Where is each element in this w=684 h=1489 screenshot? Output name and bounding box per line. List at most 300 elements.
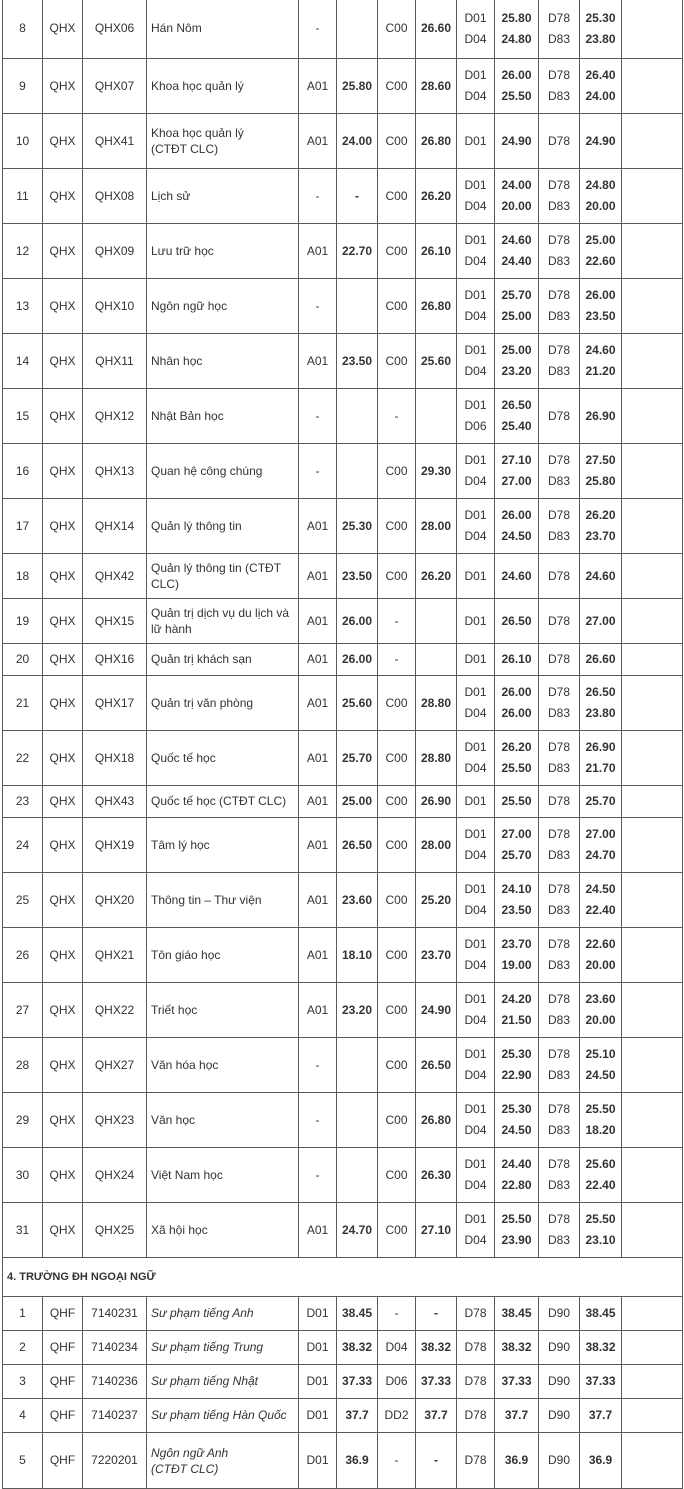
- major-code: QHX10: [83, 279, 147, 334]
- subject-combo-2: DD2: [378, 1399, 416, 1433]
- subject-combo-4-line: D90: [547, 1374, 570, 1388]
- school-code: QHX: [43, 114, 83, 169]
- score-4-line: 25.10: [585, 1047, 616, 1061]
- score-4-line: 25.80: [585, 474, 616, 488]
- score-4: [580, 389, 622, 444]
- school-code: QHF: [43, 1365, 83, 1399]
- table-row: [3, 1093, 683, 1148]
- subject-combo-3-line: D04: [464, 1013, 487, 1027]
- major-name: [147, 169, 299, 224]
- score-3-line: 26.00: [501, 706, 532, 720]
- score-3: [495, 1297, 539, 1331]
- subject-combo-3-line: D01: [464, 1157, 487, 1171]
- score-3: [495, 334, 539, 389]
- major-name: [147, 0, 299, 59]
- score-4: [580, 644, 622, 676]
- subject-combo-3-line: D04: [464, 761, 487, 775]
- note-cell: [622, 1038, 683, 1093]
- subject-combo-3-line: D01: [464, 685, 487, 699]
- subject-combo-3: [457, 599, 495, 644]
- major-name: [147, 114, 299, 169]
- score-2: 26.30: [416, 1148, 457, 1203]
- score-4: [580, 0, 622, 59]
- subject-combo-3: [457, 1365, 495, 1399]
- table-row: [3, 114, 683, 169]
- subject-combo-1: A01: [299, 676, 337, 731]
- subject-combo-3-line: D78: [464, 1408, 487, 1422]
- subject-combo-4-line: D78: [547, 992, 570, 1006]
- major-name-line: Quản trị dịch vụ du lịch và: [151, 606, 290, 620]
- row-number: 2: [3, 1331, 43, 1365]
- subject-combo-3: [457, 334, 495, 389]
- score-4: [580, 114, 622, 169]
- score-2: 29.30: [416, 444, 457, 499]
- major-name-line: Lịch sử: [151, 188, 191, 203]
- major-name-line: Xã hội học: [151, 1222, 208, 1237]
- score-4: [580, 928, 622, 983]
- table-row: [3, 1297, 683, 1331]
- score-4: [580, 983, 622, 1038]
- score-4-line: 24.80: [585, 178, 616, 192]
- major-name-line: Tôn giáo học: [151, 947, 221, 962]
- subject-combo-2: -: [378, 599, 416, 644]
- subject-combo-1: A01: [299, 1203, 337, 1258]
- admission-scores-table: [2, 0, 683, 1489]
- subject-combo-1: A01: [299, 873, 337, 928]
- score-4-line: 23.10: [585, 1233, 616, 1247]
- subject-combo-3-line: D01: [464, 827, 487, 841]
- major-code: 7220201: [83, 1433, 147, 1489]
- subject-combo-3: [457, 1399, 495, 1433]
- score-3-line: 25.70: [501, 848, 532, 862]
- school-code: QHX: [43, 444, 83, 499]
- note-cell: [622, 1331, 683, 1365]
- score-4-line: 22.40: [585, 1178, 616, 1192]
- note-cell: [622, 554, 683, 599]
- subject-combo-4: [539, 1331, 580, 1365]
- score-2: [416, 599, 457, 644]
- row-number: 1: [3, 1297, 43, 1331]
- school-code: QHF: [43, 1331, 83, 1365]
- subject-combo-1: A01: [299, 786, 337, 818]
- subject-combo-2: C00: [378, 928, 416, 983]
- score-4-line: 22.60: [585, 254, 616, 268]
- score-3-line: 20.00: [501, 199, 532, 213]
- subject-combo-3: [457, 444, 495, 499]
- score-4: [580, 334, 622, 389]
- subject-combo-3: [457, 676, 495, 731]
- subject-combo-2: C00: [378, 1093, 416, 1148]
- score-3: [495, 114, 539, 169]
- subject-combo-2: -: [378, 1433, 416, 1489]
- subject-combo-2: C00: [378, 1038, 416, 1093]
- subject-combo-3: [457, 928, 495, 983]
- score-3-line: 24.40: [501, 1157, 532, 1171]
- subject-combo-3-line: D04: [464, 958, 487, 972]
- subject-combo-1: D01: [299, 1331, 337, 1365]
- school-code: QHX: [43, 928, 83, 983]
- score-2: 26.60: [416, 0, 457, 59]
- subject-combo-3: [457, 1038, 495, 1093]
- major-code: QHX11: [83, 334, 147, 389]
- major-code: QHX15: [83, 599, 147, 644]
- score-4: [580, 169, 622, 224]
- score-2: 28.00: [416, 499, 457, 554]
- table-row: [3, 1148, 683, 1203]
- score-3: [495, 731, 539, 786]
- subject-combo-1: A01: [299, 983, 337, 1038]
- subject-combo-4: [539, 554, 580, 599]
- subject-combo-1: A01: [299, 334, 337, 389]
- major-code: QHX27: [83, 1038, 147, 1093]
- table-row: [3, 1399, 683, 1433]
- school-code: QHX: [43, 279, 83, 334]
- score-3-line: 25.70: [501, 288, 532, 302]
- row-number: 10: [3, 114, 43, 169]
- subject-combo-4: [539, 1093, 580, 1148]
- major-name: [147, 389, 299, 444]
- subject-combo-3: [457, 554, 495, 599]
- score-1: 38.32: [337, 1331, 378, 1365]
- score-2: 24.90: [416, 983, 457, 1038]
- subject-combo-4-line: D83: [547, 89, 570, 103]
- score-3: [495, 1433, 539, 1489]
- score-4-line: 25.30: [585, 10, 616, 25]
- subject-combo-1: A01: [299, 644, 337, 676]
- row-number: 14: [3, 334, 43, 389]
- note-cell: [622, 444, 683, 499]
- table-row: [3, 731, 683, 786]
- score-3: [495, 1093, 539, 1148]
- score-3-line: 26.50: [501, 398, 532, 412]
- major-code: QHX12: [83, 389, 147, 444]
- score-4: [580, 1365, 622, 1399]
- subject-combo-4-line: D83: [547, 958, 570, 972]
- subject-combo-2: C00: [378, 114, 416, 169]
- subject-combo-1: A01: [299, 224, 337, 279]
- score-4-line: 38.32: [585, 1340, 616, 1354]
- table-body: [3, 0, 683, 1489]
- major-name: [147, 873, 299, 928]
- subject-combo-3-line: D78: [464, 1306, 487, 1320]
- score-2: 26.80: [416, 114, 457, 169]
- major-name: [147, 1038, 299, 1093]
- major-name: [147, 1399, 299, 1433]
- table-row: [3, 1433, 683, 1489]
- subject-combo-1: -: [299, 1038, 337, 1093]
- major-name-line: Văn học: [151, 1112, 196, 1127]
- subject-combo-3-line: D04: [464, 903, 487, 917]
- score-2: 25.20: [416, 873, 457, 928]
- score-4-line: 21.70: [585, 761, 616, 775]
- score-3-line: 38.32: [501, 1340, 532, 1354]
- major-name: [147, 444, 299, 499]
- subject-combo-4-line: D90: [547, 1408, 570, 1422]
- subject-combo-3-line: D01: [464, 508, 487, 522]
- score-3-line: 23.50: [501, 903, 532, 917]
- subject-combo-1: A01: [299, 114, 337, 169]
- major-name: [147, 1365, 299, 1399]
- note-cell: [622, 983, 683, 1038]
- score-2: 26.20: [416, 554, 457, 599]
- subject-combo-3: [457, 1148, 495, 1203]
- subject-combo-1: A01: [299, 599, 337, 644]
- section-row: [3, 1258, 683, 1297]
- subject-combo-4-line: D78: [547, 288, 570, 302]
- score-4: [580, 1399, 622, 1433]
- table-row: [3, 554, 683, 599]
- major-code: 7140234: [83, 1331, 147, 1365]
- major-code: QHX23: [83, 1093, 147, 1148]
- score-4-line: 25.00: [585, 233, 616, 247]
- school-code: QHX: [43, 983, 83, 1038]
- subject-combo-4-line: D90: [547, 1340, 570, 1354]
- score-3: [495, 818, 539, 873]
- score-2: [416, 644, 457, 676]
- note-cell: [622, 786, 683, 818]
- score-3: [495, 169, 539, 224]
- subject-combo-3-line: D01: [464, 794, 487, 808]
- row-number: 29: [3, 1093, 43, 1148]
- major-name-line: Lưu trữ học: [151, 243, 214, 258]
- subject-combo-4: [539, 731, 580, 786]
- score-1: 38.45: [337, 1297, 378, 1331]
- major-code: QHX06: [83, 0, 147, 59]
- table-row: [3, 1203, 683, 1258]
- subject-combo-4: [539, 599, 580, 644]
- table-row: [3, 59, 683, 114]
- subject-combo-3-line: D04: [464, 89, 487, 103]
- score-4-line: 38.45: [585, 1306, 616, 1320]
- score-4: [580, 1433, 622, 1489]
- subject-combo-3: [457, 644, 495, 676]
- score-4-line: 26.50: [585, 685, 616, 699]
- score-4-line: 25.50: [585, 1212, 616, 1226]
- subject-combo-3-line: D04: [464, 364, 487, 378]
- score-4: [580, 1093, 622, 1148]
- major-name-line: Khoa học quản lý: [151, 126, 244, 140]
- subject-combo-2: C00: [378, 279, 416, 334]
- major-name-line: Hán Nôm: [151, 21, 202, 35]
- score-4-line: 37.7: [588, 1408, 613, 1422]
- row-number: 19: [3, 599, 43, 644]
- subject-combo-3-line: D01: [464, 613, 487, 628]
- school-code: QHX: [43, 1203, 83, 1258]
- note-cell: [622, 1399, 683, 1433]
- score-1: 23.50: [337, 554, 378, 599]
- note-cell: [622, 676, 683, 731]
- subject-combo-1: A01: [299, 731, 337, 786]
- subject-combo-4-line: D78: [547, 508, 570, 522]
- subject-combo-3-line: D01: [464, 937, 487, 951]
- score-3-line: 26.10: [501, 652, 532, 666]
- score-2: -: [416, 1433, 457, 1489]
- subject-combo-3: [457, 499, 495, 554]
- subject-combo-1: -: [299, 389, 337, 444]
- score-4-line: 37.33: [585, 1374, 616, 1388]
- note-cell: [622, 59, 683, 114]
- subject-combo-1: -: [299, 0, 337, 59]
- score-2: 26.50: [416, 1038, 457, 1093]
- school-code: QHX: [43, 786, 83, 818]
- subject-combo-4: [539, 224, 580, 279]
- subject-combo-4-line: D78: [547, 408, 570, 423]
- subject-combo-1: A01: [299, 928, 337, 983]
- score-4: [580, 676, 622, 731]
- table-row: [3, 279, 683, 334]
- table-row: [3, 983, 683, 1038]
- score-3-line: 24.50: [501, 1123, 532, 1137]
- score-3-line: 36.9: [504, 1453, 529, 1467]
- row-number: 23: [3, 786, 43, 818]
- score-3: [495, 444, 539, 499]
- subject-combo-4-line: D78: [547, 453, 570, 467]
- school-code: QHX: [43, 644, 83, 676]
- major-code: QHX41: [83, 114, 147, 169]
- score-3: [495, 1203, 539, 1258]
- score-1: [337, 1093, 378, 1148]
- school-code: QHX: [43, 59, 83, 114]
- subject-combo-4-line: D78: [547, 652, 570, 666]
- school-code: QHX: [43, 676, 83, 731]
- subject-combo-3: [457, 1331, 495, 1365]
- subject-combo-3: [457, 279, 495, 334]
- major-name-line: CLC): [151, 577, 180, 591]
- score-3-line: 22.80: [501, 1178, 532, 1192]
- score-2: 28.80: [416, 676, 457, 731]
- score-4-line: 27.50: [585, 453, 616, 467]
- subject-combo-1: A01: [299, 554, 337, 599]
- score-4-line: 24.60: [585, 568, 616, 583]
- score-4: [580, 873, 622, 928]
- score-3-line: 37.7: [504, 1408, 529, 1422]
- subject-combo-3-line: D04: [464, 199, 487, 213]
- row-number: 25: [3, 873, 43, 928]
- score-1: 37.7: [337, 1399, 378, 1433]
- score-1: [337, 279, 378, 334]
- subject-combo-4-line: D78: [547, 133, 570, 148]
- subject-combo-4-line: D83: [547, 1123, 570, 1137]
- score-3-line: 26.00: [501, 508, 532, 522]
- subject-combo-3-line: D04: [464, 529, 487, 543]
- school-code: QHX: [43, 599, 83, 644]
- note-cell: [622, 279, 683, 334]
- school-code: QHX: [43, 554, 83, 599]
- score-3-line: 26.20: [501, 740, 532, 754]
- note-cell: [622, 928, 683, 983]
- score-1: 24.00: [337, 114, 378, 169]
- major-name: [147, 1203, 299, 1258]
- major-name-line: (CTĐT CLC): [151, 1461, 219, 1476]
- subject-combo-3-line: D04: [464, 1068, 487, 1082]
- major-name-line: Quản lý thông tin: [151, 518, 242, 533]
- major-code: QHX19: [83, 818, 147, 873]
- major-name: [147, 224, 299, 279]
- subject-combo-4-line: D78: [547, 10, 570, 25]
- score-4-line: 22.40: [585, 903, 616, 917]
- subject-combo-4-line: D83: [547, 309, 570, 323]
- score-3-line: 25.30: [501, 1102, 532, 1116]
- subject-combo-4: [539, 1203, 580, 1258]
- subject-combo-1: A01: [299, 818, 337, 873]
- major-code: 7140236: [83, 1365, 147, 1399]
- subject-combo-1: D01: [299, 1297, 337, 1331]
- subject-combo-3-line: D01: [464, 652, 487, 666]
- score-4: [580, 1297, 622, 1331]
- score-4-line: 23.60: [585, 992, 616, 1006]
- score-1: 37.33: [337, 1365, 378, 1399]
- subject-combo-4-line: D83: [547, 903, 570, 917]
- subject-combo-4-line: D78: [547, 882, 570, 896]
- major-code: QHX18: [83, 731, 147, 786]
- subject-combo-2: -: [378, 1297, 416, 1331]
- major-name-line: Sư phạm tiếng Anh: [151, 1306, 254, 1320]
- score-3: [495, 224, 539, 279]
- subject-combo-4-line: D90: [547, 1306, 570, 1320]
- subject-combo-3-line: D78: [464, 1374, 487, 1388]
- school-code: QHX: [43, 1093, 83, 1148]
- row-number: 12: [3, 224, 43, 279]
- score-2: -: [416, 1297, 457, 1331]
- score-3-line: 24.50: [501, 529, 532, 543]
- subject-combo-3-line: D01: [464, 1212, 487, 1226]
- table-row: [3, 599, 683, 644]
- major-name: [147, 1148, 299, 1203]
- major-name: [147, 676, 299, 731]
- note-cell: [622, 1093, 683, 1148]
- score-3-line: 23.70: [501, 937, 532, 951]
- score-3-line: 26.50: [501, 613, 532, 628]
- score-4: [580, 444, 622, 499]
- score-4: [580, 279, 622, 334]
- score-1: 25.70: [337, 731, 378, 786]
- subject-combo-2: C00: [378, 554, 416, 599]
- score-4: [580, 1148, 622, 1203]
- table-row: [3, 1365, 683, 1399]
- subject-combo-2: D04: [378, 1331, 416, 1365]
- subject-combo-2: C00: [378, 1203, 416, 1258]
- score-4-line: 25.70: [585, 794, 616, 808]
- major-name-line: Nhân học: [151, 353, 203, 368]
- subject-combo-3-line: D01: [464, 133, 487, 148]
- major-code: QHX08: [83, 169, 147, 224]
- row-number: 22: [3, 731, 43, 786]
- score-1: [337, 1038, 378, 1093]
- table-row: [3, 928, 683, 983]
- subject-combo-3: [457, 389, 495, 444]
- score-4: [580, 1331, 622, 1365]
- subject-combo-3-line: D01: [464, 1047, 487, 1061]
- score-4-line: 26.20: [585, 508, 616, 522]
- score-3: [495, 0, 539, 59]
- note-cell: [622, 1365, 683, 1399]
- score-1: 24.70: [337, 1203, 378, 1258]
- note-cell: [622, 334, 683, 389]
- major-name: [147, 59, 299, 114]
- score-1: [337, 389, 378, 444]
- score-4-line: 24.50: [585, 1068, 616, 1082]
- score-3-line: 22.90: [501, 1068, 532, 1082]
- score-2: 26.20: [416, 169, 457, 224]
- major-name-line: Quốc tế học (CTĐT CLC): [151, 794, 287, 808]
- note-cell: [622, 224, 683, 279]
- score-4-line: 26.90: [585, 740, 616, 754]
- score-4-line: 23.50: [585, 309, 616, 323]
- subject-combo-3: [457, 0, 495, 59]
- major-name-line: Thông tin – Thư viện: [151, 892, 262, 907]
- score-3: [495, 676, 539, 731]
- subject-combo-3: [457, 731, 495, 786]
